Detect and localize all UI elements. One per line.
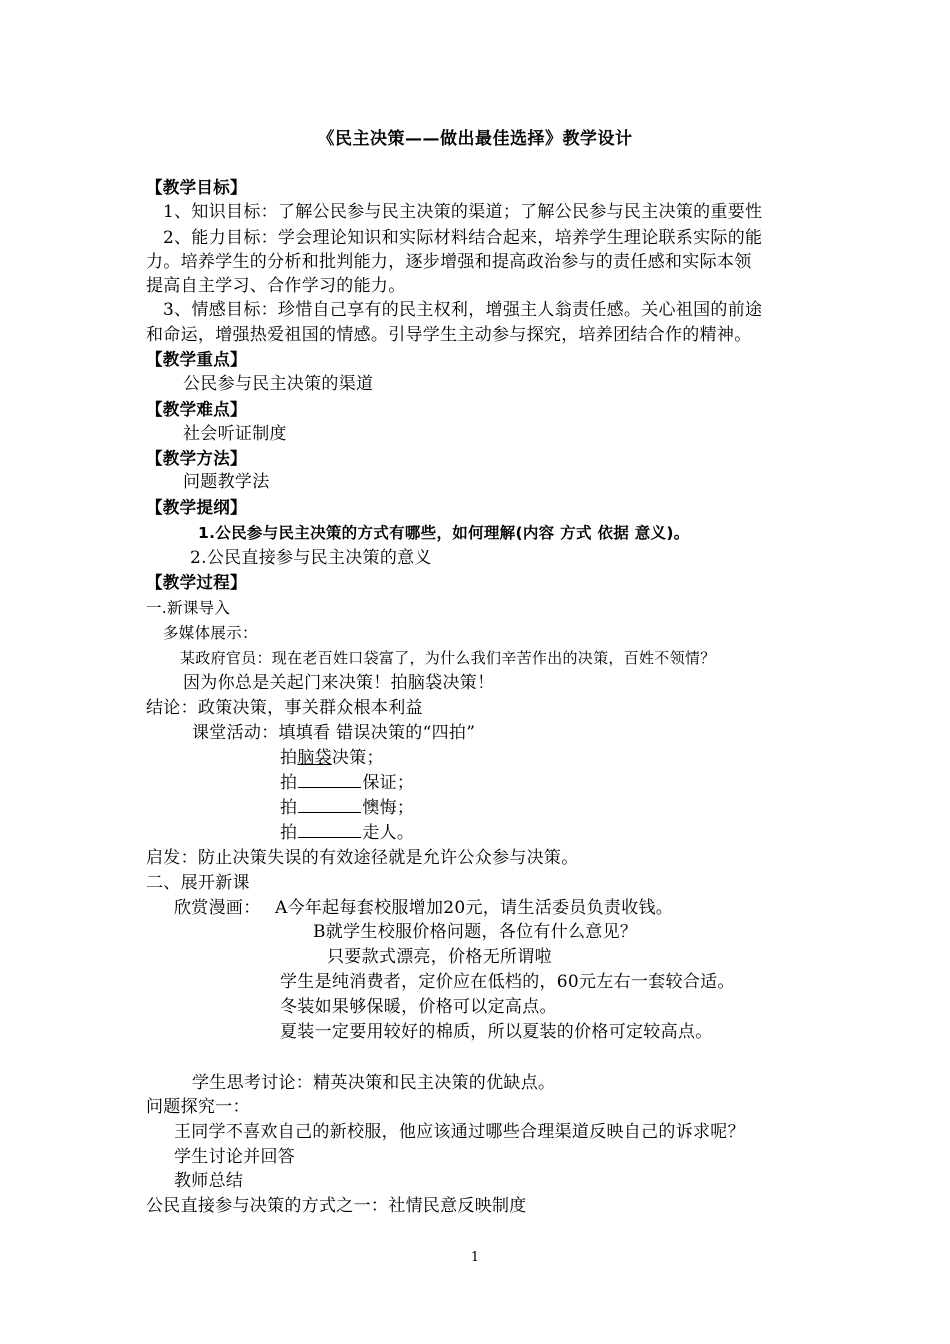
pai-suffix: 走人。 — [362, 823, 415, 843]
knowledge-objective: 1、知识目标：了解公民参与民主决策的渠道；了解公民参与民主决策的重要性 — [163, 202, 763, 222]
opinion-3: 冬装如果够保暖，价格可以定高点。 — [280, 997, 557, 1017]
pai-suffix: 决策； — [331, 748, 384, 768]
official-answer: 因为你总是关起门来决策！拍脑袋决策！ — [183, 673, 495, 693]
difficulty-heading: 【教学难点】 — [146, 400, 247, 419]
pai-line-1 — [280, 746, 384, 770]
pai-prefix: 拍 — [280, 798, 298, 818]
fill-blank — [298, 772, 361, 788]
pai-answer: 脑袋 — [297, 748, 332, 768]
outline-item-1: 1.公民参与民主决策的方式有哪些，如何理解(内容 方式 依据 意义)。 — [198, 524, 690, 542]
cartoon-label: 欣赏漫画： — [174, 898, 261, 918]
opinion-4: 夏装一定要用较好的棉质，所以夏装的价格可定较高点。 — [280, 1022, 713, 1042]
pai-prefix: 拍 — [280, 748, 298, 768]
pai-prefix: 拍 — [280, 823, 298, 843]
emotion-objective-line-2: 和命运，增强热爱祖国的情感。引导学生主动参与探究，培养团结合作的精神。 — [146, 325, 752, 345]
outline-item-2: 2.公民直接参与民主决策的意义 — [190, 548, 432, 568]
ability-objective-line-2: 力。培养学生的分析和批判能力，逐步增强和提高政治参与的责任感和实际本领 — [146, 252, 752, 272]
emotion-objective-line-1: 3、情感目标：珍惜自己享有的民主权利，增强主人翁责任感。关心祖国的前途 — [163, 300, 763, 320]
cartoon-b: B就学生校服价格问题，各位有什么意见？ — [313, 922, 638, 942]
key-point-heading: 【教学重点】 — [146, 350, 247, 369]
difficulty-text: 社会听证制度 — [183, 424, 287, 444]
conclusion-text: 结论：政策决策，事关群众根本利益 — [146, 698, 423, 718]
document-title: 《民主决策——做出最佳选择》教学设计 — [317, 129, 633, 149]
inquiry-question: 王同学不喜欢自己的新校服，他应该通过哪些合理渠道反映自己的诉求呢？ — [174, 1122, 745, 1142]
process-heading: 【教学过程】 — [146, 573, 247, 592]
pai-prefix: 拍 — [280, 773, 298, 793]
fill-blank — [298, 797, 361, 813]
pai-line-3 — [280, 796, 414, 820]
pai-suffix: 保证； — [362, 773, 415, 793]
inquiry-heading: 问题探究一： — [146, 1097, 250, 1117]
cartoon-a: A今年起每套校服增加20元，请生活委员负责收钱。 — [275, 898, 674, 918]
fill-blank — [298, 822, 361, 838]
opinion-2: 学生是纯消费者，定价应在低档的，60元左右一套较合适。 — [280, 972, 735, 992]
page-number: 1 — [470, 1250, 480, 1265]
intro-heading: 一.新课导入 — [146, 599, 231, 617]
discussion-text: 学生思考讨论：精英决策和民主决策的优缺点。 — [192, 1073, 556, 1093]
inspiration-text: 启发：防止决策失误的有效途径就是允许公众参与决策。 — [146, 848, 579, 868]
pai-line-2 — [280, 771, 414, 795]
pai-line-4 — [280, 821, 414, 845]
objectives-heading: 【教学目标】 — [146, 178, 247, 197]
media-label: 多媒体展示： — [163, 624, 258, 642]
outline-heading: 【教学提纲】 — [146, 498, 247, 517]
ability-objective-line-3: 提高自主学习、合作学习的能力。 — [146, 276, 406, 296]
new-lesson-heading: 二、展开新课 — [146, 873, 250, 893]
method-text: 问题教学法 — [183, 472, 270, 492]
students-discuss: 学生讨论并回答 — [174, 1147, 296, 1167]
official-quote: 某政府官员：现在老百姓口袋富了，为什么我们辛苦作出的决策，百姓不领情？ — [180, 649, 716, 667]
teacher-summary: 教师总结 — [174, 1171, 244, 1191]
ability-objective-line-1: 2、能力目标：学会理论知识和实际材料结合起来，培养学生理论联系实际的能 — [163, 228, 763, 248]
method-heading: 【教学方法】 — [146, 449, 247, 468]
key-point-text: 公民参与民主决策的渠道 — [183, 374, 374, 394]
participation-way-1: 公民直接参与决策的方式之一：社情民意反映制度 — [146, 1196, 527, 1216]
opinion-1: 只要款式漂亮，价格无所谓啦 — [327, 947, 552, 967]
activity-text: 课堂活动：填填看 错误决策的“四拍” — [192, 723, 476, 743]
pai-suffix: 懊悔； — [362, 798, 415, 818]
